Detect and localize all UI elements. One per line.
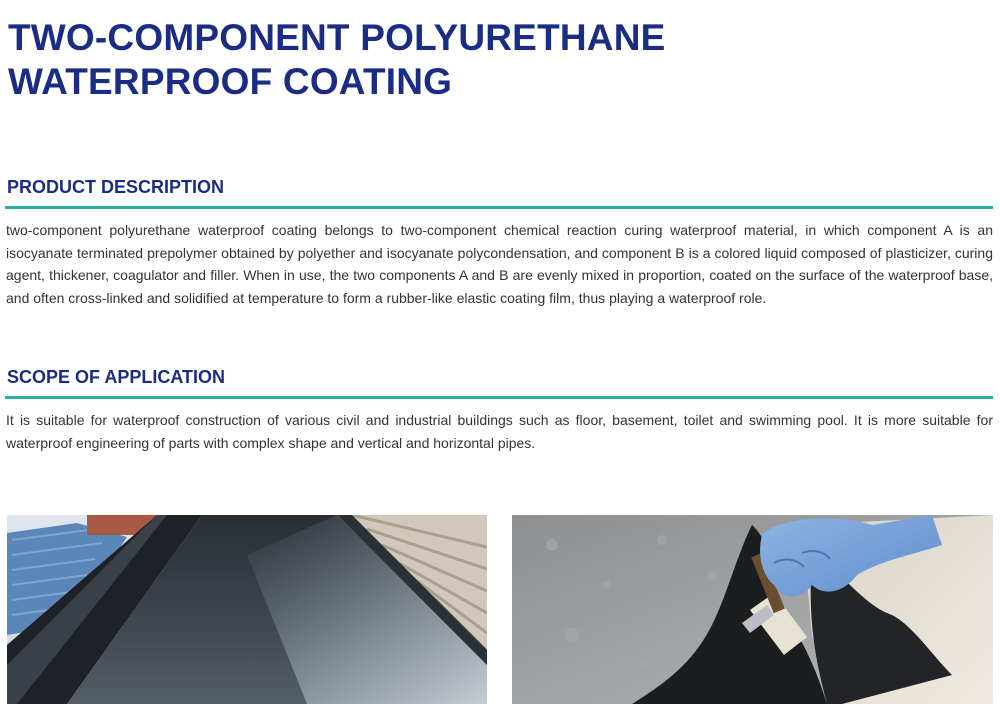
section-divider (5, 206, 993, 209)
section-heading-scope-of-application: SCOPE OF APPLICATION (7, 367, 226, 387)
rooftop-coating-photo (7, 515, 487, 704)
page-title (8, 16, 666, 104)
section-heading-product-description: PRODUCT DESCRIPTION (7, 177, 225, 197)
product-description-text: two-component polyurethane waterproof coating belongs to two-component chemical reaction curing waterproof material, in which component A is an isocyanate terminated prepolymer obtained by polyether and isocyanate polycondensation, and component B is a colored liquid composed of plasticizer, curing agent, thickener, coagulator and filler. When in use, the two components A and B are evenly mixed in proportion, coated on the surface of the waterproof base, and often cross-linked and solidified at temperature to form a rubber-like elastic coating film, thus playing a waterproof role. (6, 222, 993, 306)
section-divider (5, 396, 993, 399)
page-title-line-1: TWO-COMPONENT POLYURETHANE (8, 17, 666, 58)
scope-of-application-text: It is suitable for waterproof construction of various civil and industrial buildings such as floor, basement, toilet and swimming pool. It is more suitable for waterproof engineering of parts with complex shape and vertical and horizontal pipes. (6, 412, 993, 451)
page-title-line-2: WATERPROOF COATING (8, 61, 453, 102)
brush-application-photo (512, 515, 993, 704)
